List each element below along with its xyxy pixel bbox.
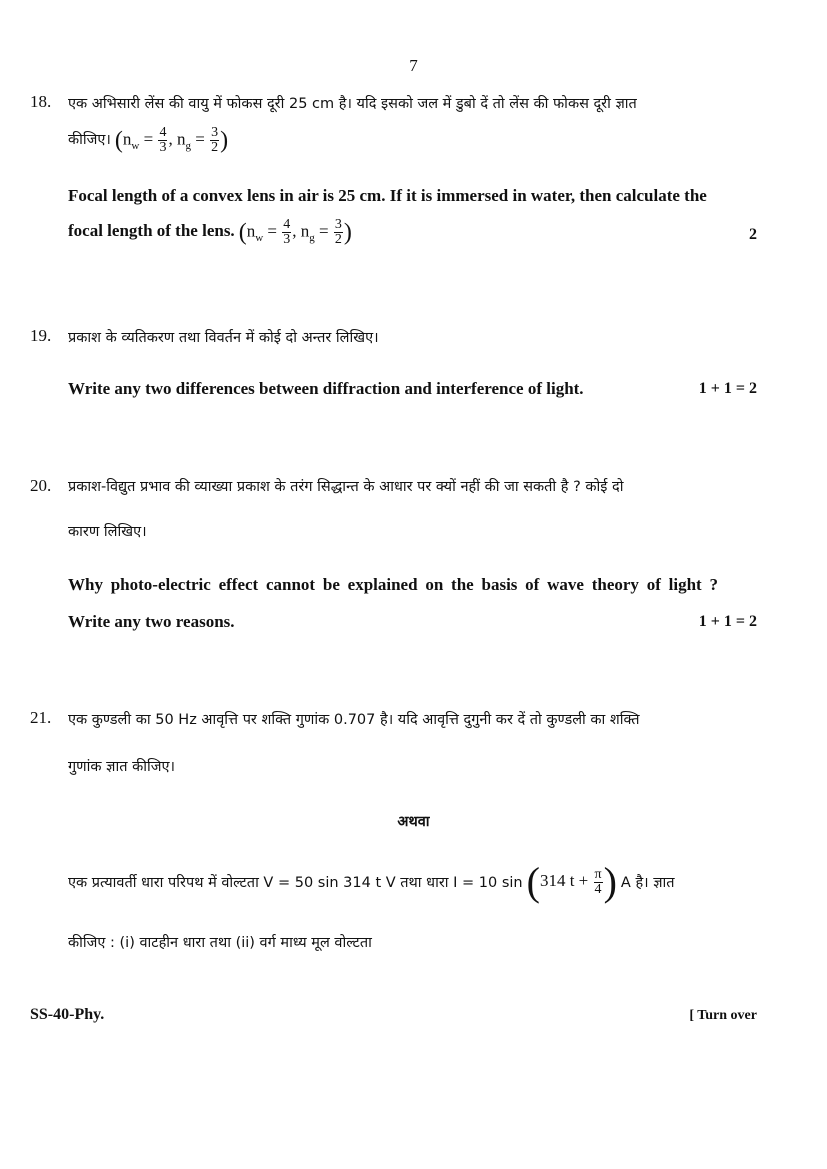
q18-hindi-line1: एक अभिसारी लेंस की वायु में फोकस दूरी 25 cm है। यदि इसको जल में डुबो दें तो लेंस की फोकस दूरी ज्ञात [68, 96, 637, 112]
q18-english-refractive-indices: ($n_w$ = $\frac{4}{3}$ , $n_g$ = $\frac{3}{2}$ ) [238, 217, 352, 247]
q19-hindi-line1: प्रकाश के व्यतिकरण तथा विवर्तन में कोई दो अन्तर लिखिए। [68, 330, 379, 346]
q21-alt-prefix: एक प्रत्यावर्ती धारा परिपथ में वोल्टता V = 50 sin 314 t V तथा धारा I = 10 sin [68, 875, 523, 891]
page-number: 7 [409, 56, 418, 75]
q18-english-line2-text: focal length of the lens. [68, 221, 235, 241]
q21-hindi-line2: गुणांक ज्ञात कीजिए। [68, 759, 175, 775]
q21-alt-suffix: A है। ज्ञात [620, 875, 675, 891]
q21-hindi-line1: एक कुण्डली का 50 Hz आवृत्ति पर शक्ति गुणांक 0.707 है। यदि आवृत्ति दुगुनी कर दें तो कुण्डली का शक्ति [68, 712, 640, 728]
q19-english-line1: Write any two differences between diffraction and interference of light. [68, 379, 584, 398]
q20-english-line1: Why photo-electric effect cannot be explained on the basis of wave theory of light ? [68, 575, 718, 594]
q20-english-line2: Write any two reasons. [68, 612, 235, 631]
q18-marks: 2 [749, 226, 757, 243]
q18-english-line2 [68, 218, 352, 247]
q18-hindi-line2-text: कीजिए। [68, 132, 111, 149]
q19-marks: 1 + 1 = 2 [698, 380, 757, 397]
question-number-21: 21. [30, 708, 52, 727]
paper-code: SS-40-Phy. [30, 1006, 105, 1023]
question-number-18: 18. [30, 92, 52, 111]
q20-hindi-line1: प्रकाश-विद्युत प्रभाव की व्याख्या प्रकाश के तरंग सिद्धान्त के आधार पर क्यों नहीं की जा सकती है ? कोई दो [68, 479, 624, 495]
q18-english-line1: Focal length of a convex lens in air is 25 cm. If it is immersed in water, then calculate the [68, 186, 707, 205]
question-number-20: 20. [30, 476, 52, 495]
q21-current-expression: (314 t + $\frac{\pi}{4}$ ) [526, 859, 617, 904]
q20-hindi-line2: कारण लिखिए। [68, 524, 147, 540]
question-number-19: 19. [30, 326, 52, 345]
q18-hindi-refractive-indices: ($n_w$ = $\frac{4}{3}$ , $n_g$ = $\frac{3}{2}$ ) [114, 125, 229, 155]
q21-alternative-line1 [68, 859, 675, 904]
q18-hindi-line2 [68, 126, 228, 155]
q21-alternative-line2: कीजिए : (i) वाटहीन धारा तथा (ii) वर्ग माध्य मूल वोल्टता [68, 935, 372, 951]
or-label: अथवा [397, 814, 430, 830]
q20-marks: 1 + 1 = 2 [698, 613, 757, 630]
turn-over-label: [ Turn over [689, 1008, 757, 1023]
